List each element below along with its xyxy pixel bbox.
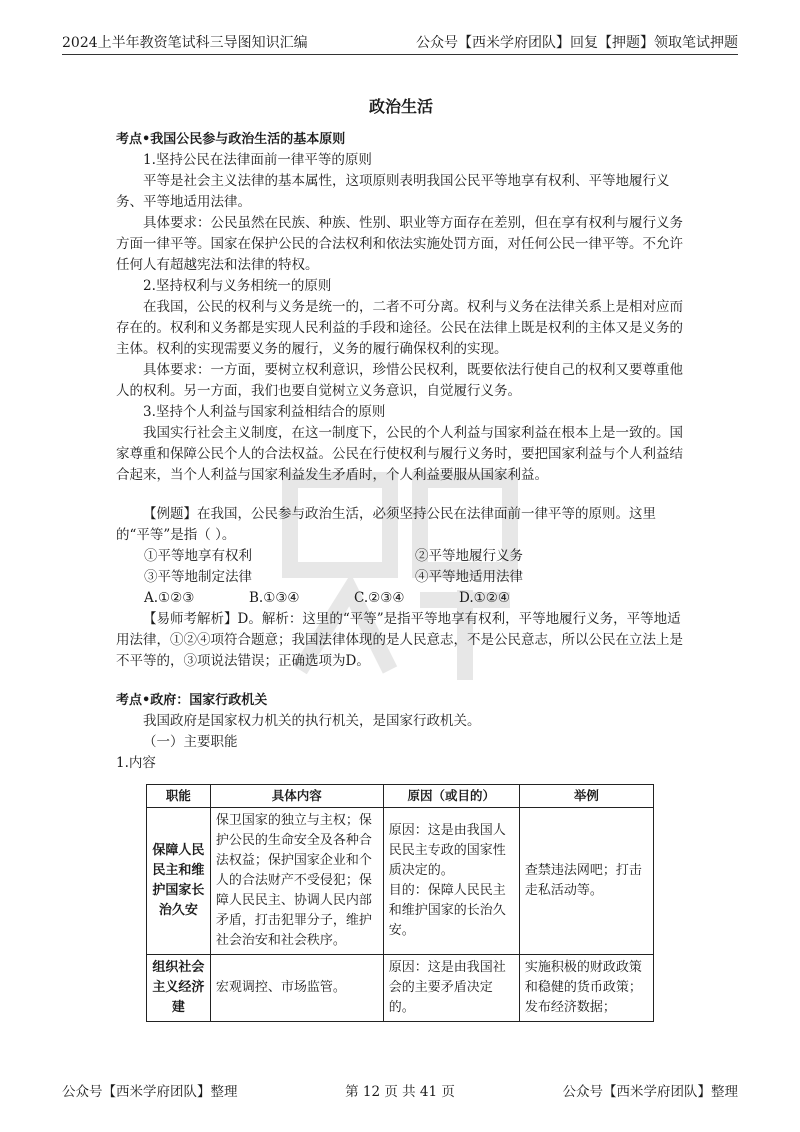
answer-c: C.②③④ — [354, 590, 405, 606]
page-title: 政治生活 — [368, 97, 433, 116]
option-3: ③平等地制定法律 — [144, 569, 252, 585]
table-header: 职能 — [147, 785, 211, 808]
government-intro: 我国政府是国家权力机关的执行机关，是国家行政机关。 — [143, 713, 481, 729]
table-cell-example: 查禁违法网吧；打击走私活动等。 — [519, 808, 653, 955]
example-options — [116, 546, 686, 588]
page-header — [62, 28, 738, 55]
section-heading-government: 考点•政府：国家行政机关 — [116, 693, 268, 708]
table-cell-example: 实施积极的财政政策和稳健的货币政策；发布经济数据； — [519, 955, 653, 1022]
principle-1-body: 平等是社会主义法律的基本属性，这项原则表明我国公民平等地享有权利、平等地履行义务、平等地适用法律。 — [116, 173, 670, 210]
principle-2-title: 2.坚持权利与义务相统一的原则 — [143, 278, 332, 294]
functions-table — [146, 784, 654, 1022]
table-header: 举例 — [519, 785, 653, 808]
section-heading-principles: 考点•我国公民参与政治生活的基本原则 — [116, 132, 346, 147]
table-cell-content: 宏观调控、市场监管。 — [210, 955, 383, 1022]
principle-2-requirements: 具体要求：一方面，要树立权利意识，珍惜公民权利，既要依法行使自己的权利又要尊重他人的权利。另一方面，我们也要自觉树立义务意识，自觉履行义务。 — [116, 362, 683, 399]
table-cell-content: 保卫国家的独立与主权；保护公民的生命安全及各种合法权益；保护国家企业和个人的合法财产不受侵犯；保障人民民主、协调人民内部矛盾，打击犯罪分子，维护社会治安和社会秩序。 — [210, 808, 383, 955]
principle-2-body: 在我国，公民的权利与义务是统一的，二者不可分离。权利与义务在法律关系上是相对应而存在的。权利和义务都是实现人民利益的手段和途径。公民在法律上既是权利的主体又是义务的主体。权利的实现需要义务的履行，义务的履行确保权利的实现。 — [116, 299, 683, 357]
table-header: 具体内容 — [210, 785, 383, 808]
page-number: 第 12 页 共 41 页 — [345, 1084, 455, 1100]
option-1: ①平等地享有权利 — [144, 548, 252, 564]
option-2: ②平等地履行义务 — [415, 548, 523, 564]
header-right-text: 公众号【西米学府团队】回复【押题】领取笔试押题 — [416, 35, 738, 51]
footer-right-text: 公众号【西米学府团队】整理 — [562, 1084, 738, 1100]
subsection-content: 1.内容 — [116, 755, 156, 771]
table-row — [147, 808, 654, 955]
table-header: 原因（或目的） — [383, 785, 519, 808]
example-question: 【例题】在我国，公民参与政治生活，必须坚持公民在法律面前一律平等的原则。这里的“平等”是指（ ）。 — [116, 506, 656, 543]
answer-a: A.①②③ — [144, 590, 195, 606]
example-answers — [116, 588, 564, 609]
principle-1-title: 1.坚持公民在法律面前一律平等的原则 — [143, 152, 372, 168]
page-footer — [62, 1080, 738, 1102]
principle-1-requirements: 具体要求：公民虽然在民族、种族、性别、职业等方面存在差别，但在享有权利与履行义务方面一律平等。国家在保护公民的合法权利和依法实施处罚方面，对任何公民一律平等。不允许任何人有超越宪法和法律的特权。 — [116, 215, 683, 273]
example-analysis: 【易师考解析】D。解析：这里的“平等”是指平等地享有权利，平等地履行义务，平等地适用法律，①②④项符合题意；我国法律体现的是人民意志，不是公民意志，所以公民在立法上是不平等的，③项说法错误；正确选项为D。 — [116, 611, 683, 669]
subsection-functions: （一）主要职能 — [143, 734, 238, 750]
header-left-text: 2024上半年教资笔试科三导图知识汇编 — [62, 35, 308, 51]
principle-3-title: 3.坚持个人利益与国家利益相结合的原则 — [143, 404, 386, 420]
answer-d: D.①②④ — [459, 590, 510, 606]
page-content — [116, 96, 686, 774]
table-header-row — [147, 785, 654, 808]
footer-left-text: 公众号【西米学府团队】整理 — [62, 1084, 238, 1100]
table-cell-function: 保障人民民主和维护国家长治久安 — [147, 808, 211, 955]
option-4: ④平等地适用法律 — [415, 569, 523, 585]
table-cell-reason: 原因：这是由我国人民民主专政的国家性质决定的。 目的：保障人民民主和维护国家的长治久安。 — [383, 808, 519, 955]
table-cell-reason: 原因：这是由我国社会的主要矛盾决定的。 — [383, 955, 519, 1022]
table-cell-function: 组织社会主义经济建 — [147, 955, 211, 1022]
answer-b: B.①③④ — [249, 590, 300, 606]
principle-3-body: 我国实行社会主义制度，在这一制度下，公民的个人利益与国家利益在根本上是一致的。国家尊重和保障公民个人的合法权益。公民在行使权利与履行义务时，要把国家利益与个人利益结合起来，当个人利益与国家利益发生矛盾时，个人利益要服从国家利益。 — [116, 425, 683, 483]
table-row — [147, 955, 654, 1022]
